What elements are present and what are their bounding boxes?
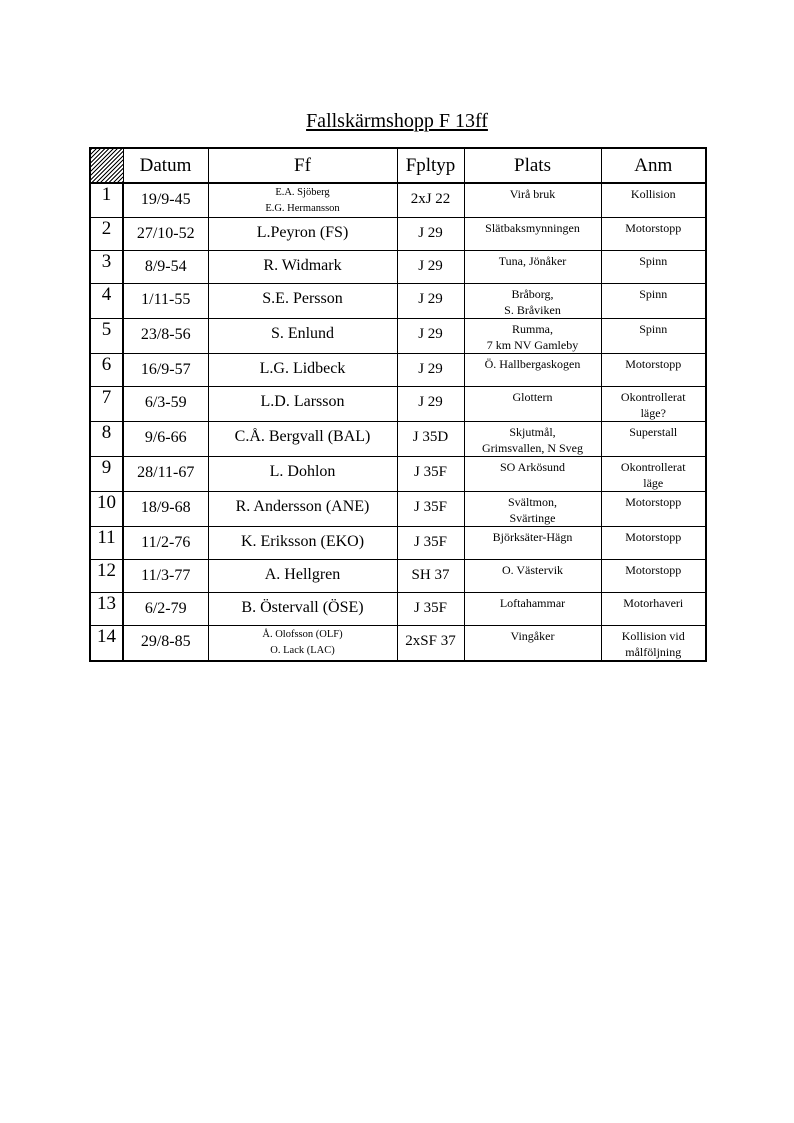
table-row (90, 218, 706, 251)
anm-line: läge? (640, 406, 666, 420)
fpltyp-cell: J 29 (397, 354, 464, 387)
row-number-cell: 11 (90, 527, 123, 560)
plats-line: Vingåker (510, 629, 555, 643)
fpltyp-cell: J 29 (397, 251, 464, 284)
table-row (90, 284, 706, 319)
column-header-anm: Anm (601, 148, 706, 183)
ff-line: S.E. Persson (262, 290, 343, 307)
table-row (90, 626, 706, 662)
plats-line: Glottern (512, 390, 553, 404)
column-header-fpltyp: Fpltyp (397, 148, 464, 183)
anm-cell (601, 457, 706, 492)
ff-cell (208, 457, 397, 492)
row-number-cell: 12 (90, 560, 123, 593)
ff-line: L.G. Lidbeck (259, 360, 346, 377)
fpltyp-cell: J 35D (397, 422, 464, 457)
table-row (90, 457, 706, 492)
page-title: Fallskärmshopp F 13ff (306, 110, 488, 132)
ff-cell (208, 218, 397, 251)
anm-line: Spinn (639, 287, 668, 301)
plats-cell (464, 284, 601, 319)
plats-cell (464, 593, 601, 626)
table-row (90, 354, 706, 387)
datum-cell: 19/9-45 (123, 183, 208, 218)
plats-cell (464, 527, 601, 560)
datum-cell: 18/9-68 (123, 492, 208, 527)
fpltyp-cell: J 29 (397, 387, 464, 422)
datum-cell: 6/3-59 (123, 387, 208, 422)
datum-cell: 9/6-66 (123, 422, 208, 457)
plats-line: Björksäter-Hägn (492, 530, 573, 544)
column-header-datum: Datum (123, 148, 208, 183)
ff-line: R. Widmark (263, 257, 342, 274)
plats-cell (464, 422, 601, 457)
anm-line: Motorstopp (625, 221, 682, 235)
plats-line: Svärtinge (509, 511, 556, 525)
datum-cell: 6/2-79 (123, 593, 208, 626)
anm-cell (601, 422, 706, 457)
row-number-cell: 9 (90, 457, 123, 492)
anm-line: Okontrollerat (620, 460, 686, 474)
table-row (90, 422, 706, 457)
row-number-cell: 1 (90, 183, 123, 218)
plats-cell (464, 387, 601, 422)
plats-line: 7 km NV Gamleby (486, 338, 579, 352)
ff-line: S. Enlund (270, 325, 335, 342)
plats-line: Bråborg, (511, 287, 554, 301)
ff-line: O. Lack (LAC) (270, 645, 335, 656)
anm-cell (601, 593, 706, 626)
table-row (90, 319, 706, 354)
fpltyp-cell: J 35F (397, 492, 464, 527)
anm-cell (601, 626, 706, 662)
plats-line: Slätbaksmynningen (485, 221, 580, 235)
anm-line: Spinn (639, 322, 668, 336)
table-row (90, 251, 706, 284)
column-header-ff: Ff (208, 148, 397, 183)
datum-cell: 11/3-77 (123, 560, 208, 593)
plats-cell (464, 354, 601, 387)
ff-cell (208, 284, 397, 319)
anm-line: Motorstopp (625, 357, 682, 371)
row-number-cell: 3 (90, 251, 123, 284)
plats-cell (464, 218, 601, 251)
datum-cell: 11/2-76 (123, 527, 208, 560)
ff-line: R. Andersson (ANE) (235, 498, 370, 515)
ff-cell (208, 560, 397, 593)
ff-cell (208, 183, 397, 218)
row-number-cell: 14 (90, 626, 123, 662)
parachute-jumps-table (89, 147, 707, 662)
anm-cell (601, 354, 706, 387)
plats-line: Skjutmål, (509, 425, 556, 439)
plats-line: Virå bruk (509, 187, 556, 201)
table-row (90, 492, 706, 527)
table-row (90, 527, 706, 560)
datum-cell: 8/9-54 (123, 251, 208, 284)
row-number-cell: 6 (90, 354, 123, 387)
ff-line: L.D. Larsson (260, 393, 345, 410)
anm-line: Motorstopp (625, 563, 682, 577)
anm-line: Kollision (630, 187, 676, 201)
plats-cell (464, 183, 601, 218)
ff-line: K. Eriksson (EKO) (240, 533, 365, 550)
anm-cell (601, 284, 706, 319)
row-number-cell: 13 (90, 593, 123, 626)
anm-line: Spinn (639, 254, 668, 268)
fpltyp-cell: J 29 (397, 218, 464, 251)
plats-line: S. Bråviken (504, 303, 561, 317)
datum-cell: 16/9-57 (123, 354, 208, 387)
anm-line: målföljning (625, 645, 682, 659)
fpltyp-cell: J 29 (397, 319, 464, 354)
table-row (90, 593, 706, 626)
row-number-cell: 4 (90, 284, 123, 319)
header-row (90, 148, 706, 183)
fpltyp-cell: 2xSF 37 (397, 626, 464, 662)
plats-line: Ö. Hallbergaskogen (484, 357, 581, 371)
anm-line: Motorstopp (625, 530, 682, 544)
anm-cell (601, 387, 706, 422)
ff-cell (208, 626, 397, 662)
ff-line: C.Å. Bergvall (BAL) (234, 428, 371, 445)
anm-cell (601, 560, 706, 593)
anm-line: läge (643, 476, 664, 490)
ff-line: B. Östervall (ÖSE) (241, 599, 364, 616)
plats-cell (464, 251, 601, 284)
datum-cell: 27/10-52 (123, 218, 208, 251)
fpltyp-cell: SH 37 (397, 560, 464, 593)
ff-cell (208, 422, 397, 457)
anm-cell (601, 251, 706, 284)
plats-cell (464, 492, 601, 527)
ff-line: L.Peyron (FS) (256, 224, 349, 241)
anm-cell (601, 183, 706, 218)
fpltyp-cell: 2xJ 22 (397, 183, 464, 218)
plats-cell (464, 626, 601, 662)
ff-cell (208, 527, 397, 560)
plats-line: Svältmon, (507, 495, 557, 509)
plats-line: Grimsvallen, N Sveg (482, 441, 583, 455)
fpltyp-cell: J 29 (397, 284, 464, 319)
anm-cell (601, 218, 706, 251)
anm-line: Kollision vid (621, 629, 685, 643)
table-row (90, 560, 706, 593)
ff-line: L. Dohlon (269, 463, 336, 480)
anm-cell (601, 319, 706, 354)
plats-line: O. Västervik (501, 563, 564, 577)
table-row (90, 387, 706, 422)
anm-line: Motorstopp (625, 495, 682, 509)
ff-cell (208, 593, 397, 626)
ff-cell (208, 354, 397, 387)
hatched-corner-cell (90, 148, 123, 183)
plats-line: Rumma, (512, 322, 553, 336)
anm-line: Superstall (629, 425, 678, 439)
row-number-cell: 8 (90, 422, 123, 457)
row-number-cell: 5 (90, 319, 123, 354)
ff-line: Å. Olofsson (OLF) (262, 629, 343, 640)
row-number-cell: 7 (90, 387, 123, 422)
datum-cell: 23/8-56 (123, 319, 208, 354)
anm-line: Motorhaveri (623, 596, 684, 610)
plats-cell (464, 319, 601, 354)
plats-line: SO Arkösund (499, 460, 565, 474)
ff-cell (208, 492, 397, 527)
fpltyp-cell: J 35F (397, 593, 464, 626)
anm-cell (601, 492, 706, 527)
datum-cell: 1/11-55 (123, 284, 208, 319)
ff-line: A. Hellgren (264, 566, 341, 583)
plats-cell (464, 560, 601, 593)
anm-line: Okontrollerat (620, 390, 686, 404)
row-number-cell: 2 (90, 218, 123, 251)
ff-cell (208, 387, 397, 422)
ff-cell (208, 319, 397, 354)
table-row (90, 183, 706, 218)
column-header-plats: Plats (464, 148, 601, 183)
ff-cell (208, 251, 397, 284)
plats-line: Loftahammar (499, 596, 566, 610)
table-body (90, 183, 706, 661)
ff-line: E.A. Sjöberg (275, 187, 330, 198)
datum-cell: 28/11-67 (123, 457, 208, 492)
anm-cell (601, 527, 706, 560)
datum-cell: 29/8-85 (123, 626, 208, 662)
fpltyp-cell: J 35F (397, 457, 464, 492)
ff-line: E.G. Hermansson (265, 203, 340, 214)
row-number-cell: 10 (90, 492, 123, 527)
plats-line: Tuna, Jönåker (498, 254, 567, 268)
plats-cell (464, 457, 601, 492)
fpltyp-cell: J 35F (397, 527, 464, 560)
